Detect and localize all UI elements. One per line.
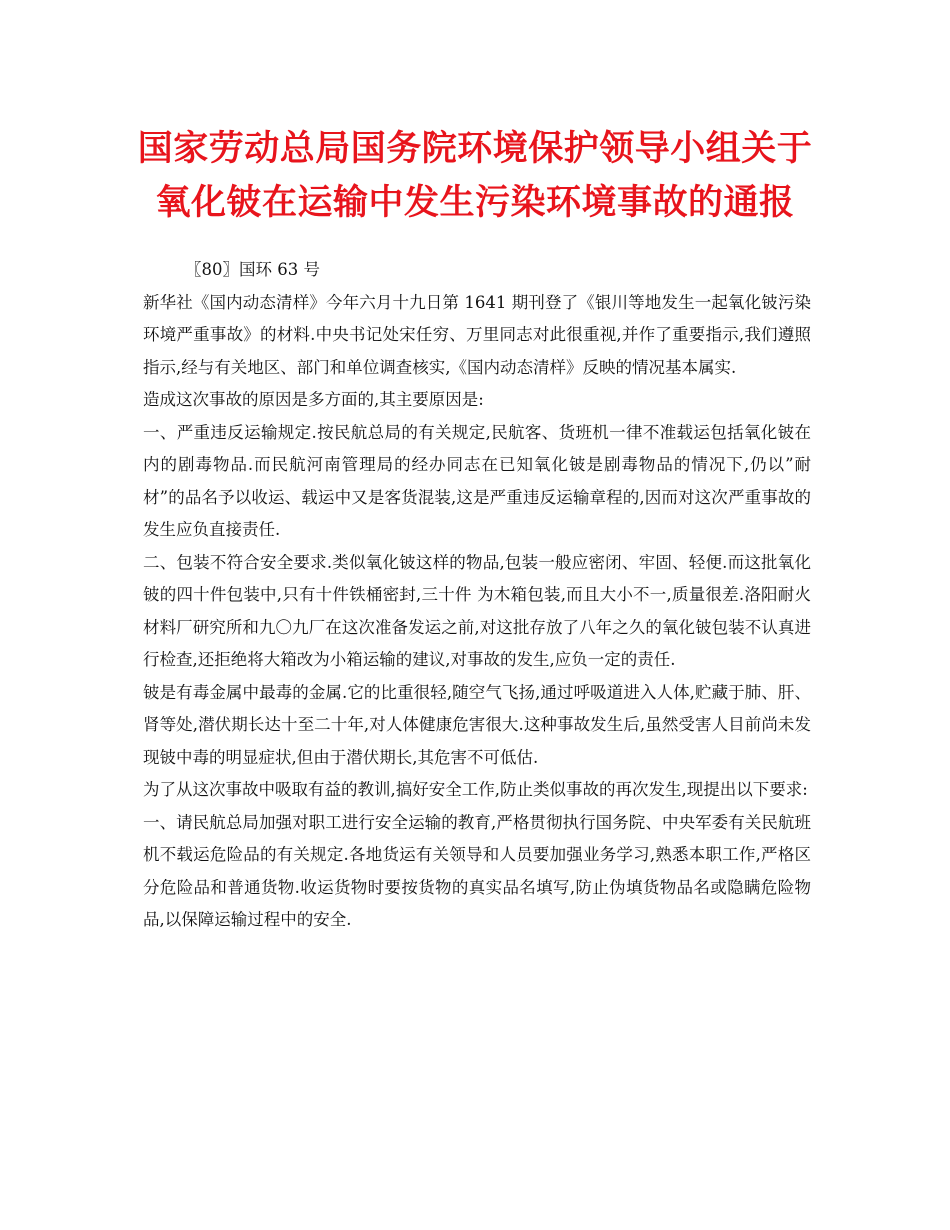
paragraph-causes-lead: 造成这次事故的原因是多方面的,其主要原因是:	[143, 390, 484, 409]
document-title	[90, 122, 860, 230]
document-number: 〖80〗国环 63 号	[185, 260, 320, 279]
paragraph-intro: 新华社《国内动态清样》今年六月十九日第 1641 期刊登了《银川等地发生一起氧化铍污染环境严重事故》的材料.中央书记处宋任穷、万里同志对此很重视,并作了重要指示,我们遵照指示,经与有关地区、部门和单位调查核实,《国内动态清样》反映的情况基本属实.	[143, 292, 811, 377]
paragraph-cause-1: 一、严重违反运输规定.按民航总局的有关规定,民航客、货班机一律不准载运包括氧化铍在内的剧毒物品.而民航河南管理局的经办同志在已知氧化铍是剧毒物品的情况下,仍以”耐材”的品名予以收运、载运中又是客货混装,这是严重违反运输章程的,因而对这次严重事故的发生应负直接责任.	[143, 422, 811, 539]
paragraph-cause-2: 二、包装不符合安全要求.类似氧化铍这样的物品,包装一般应密闭、牢固、轻便.而这批氧化铍的四十件包装中,只有十件铁桶密封,三十件 为木箱包装,而且大小不一,质量很差.洛阳耐火材料厂研究所和九〇九厂在这次准备发运之前,对这批存放了八年之久的氧化铍包装不认真进行检查,还拒绝将大箱改为小箱运输的建议,对事故的发生,应负一定的责任.	[143, 552, 811, 669]
document-title-line-1: 国家劳动总局国务院环境保护领导小组关于	[137, 128, 813, 169]
paragraph-requirements-lead: 为了从这次事故中吸取有益的教训,搞好安全工作,防止类似事故的再次发生,现提出以下要求:	[143, 780, 808, 799]
paragraph-beryllium-hazard: 铍是有毒金属中最毒的金属.它的比重很轻,随空气飞扬,通过呼吸道进入人体,贮藏于肺、肝、肾等处,潜伏期长达十至二十年,对人体健康危害很大.这种事故发生后,虽然受害人目前尚未发现铍中毒的明显症状,但由于潜伏期长,其危害不可低估.	[143, 682, 811, 767]
document-title-line-2: 氧化铍在运输中发生污染环境事故的通报	[155, 182, 795, 223]
document-body	[143, 287, 811, 937]
paragraph-requirement-1: 一、请民航总局加强对职工进行安全运输的教育,严格贯彻执行国务院、中央军委有关民航班机不载运危险品的有关规定.各地货运有关领导和人员要加强业务学习,熟悉本职工作,严格区分危险品和普通货物.收运货物时要按货物的真实品名填写,防止伪填货物品名或隐瞒危险物品,以保障运输过程中的安全.	[143, 812, 811, 929]
